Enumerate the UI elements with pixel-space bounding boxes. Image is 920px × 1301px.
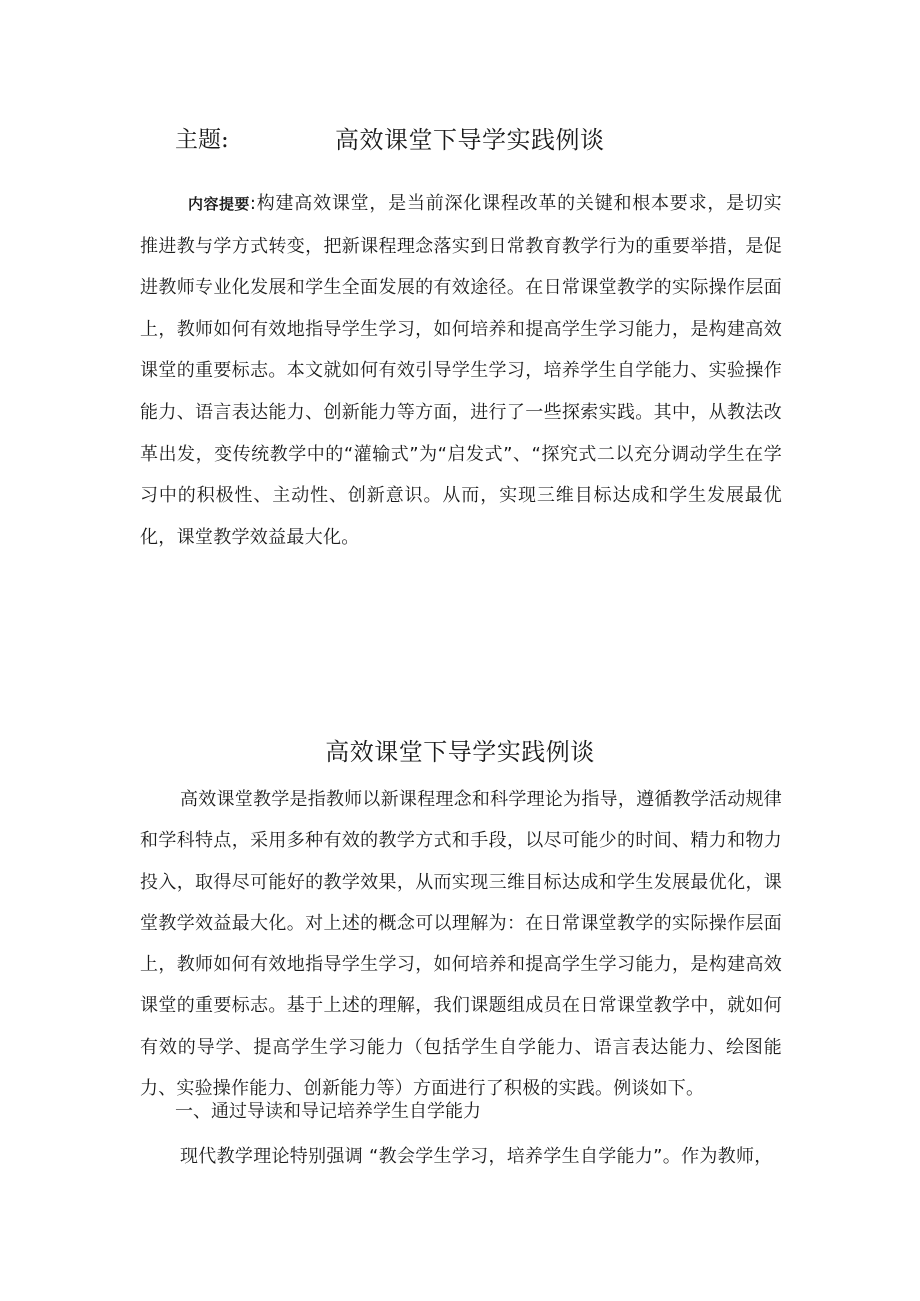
topic-label: 主题:	[175, 127, 229, 153]
topic-line	[175, 122, 815, 162]
section-paragraph: 现代教学理论特别强调 “教会学生学习，培养学生自学能力”。作为教师，	[180, 1146, 773, 1167]
intro-paragraph: 高效课堂教学是指教师以新课程理念和科学理论为指导，遵循教学活动规律和学科特点，采用多种有效的教学方式和手段，以尽可能少的时间、精力和物力投入，取得尽可能好的教学效果，从而实现三维目标达成和学生发展最优化，课堂教学效益最大化。对上述的概念可以理解为：在日常课堂教学的实际操作层面上，教师如何有效地指导学生学习，如何培养和提高学生学习能力，是构建高效课堂的重要标志。基于上述的理解，我们课题组成员在日常课堂教学中，就如何有效的导学、提高学生学习能力（包括学生自学能力、语言表达能力、绘图能力、实验操作能力、创新能力等）方面进行了积极的实践。例谈如下。	[140, 789, 782, 1100]
abstract-paragraph	[140, 183, 782, 558]
section-heading: 一、通过导读和导记培养学生自学能力	[175, 1101, 481, 1122]
topic-title: 高效课堂下导学实践例谈	[335, 126, 605, 154]
abstract-separator: :	[249, 193, 257, 214]
abstract-text: 构建高效课堂，是当前深化课程改革的关键和根本要求，是切实推进教与学方式转变，把新课程理念落实到日常教育教学行为的重要举措，是促进教师专业化发展和学生全面发展的有效途径。在日常课堂教学的实际操作层面上，教师如何有效地指导学生学习，如何培养和提高学生学习能力，是构建高效课堂的重要标志。本文就如何有效引导学生学习，培养学生自学能力、实验操作能力、语言表达能力、创新能力等方面，进行了一些探索实践。其中，从教法改革出发，变传统教学中的“灌输式”为“启发式”、“探究式二以充分调动学生在学习中的积极性、主动性、创新意识。从而，实现三维目标达成和学生发展最优化，课堂教学效益最大化。	[140, 193, 782, 548]
article-title: 高效课堂下导学实践例谈	[325, 738, 595, 766]
abstract-label: 内容提要	[188, 195, 250, 213]
